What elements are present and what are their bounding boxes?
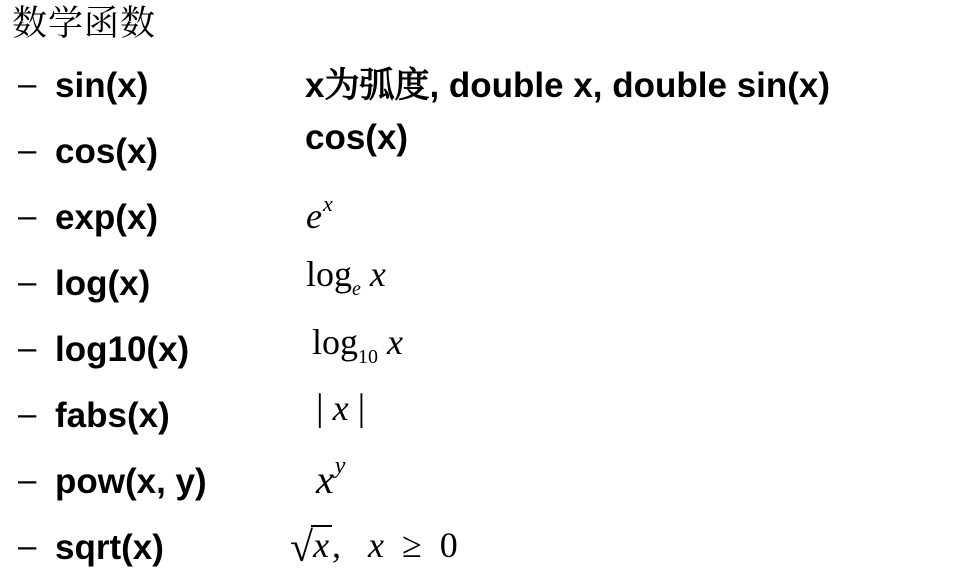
formula-log-arg: x [369,254,386,294]
function-name-log10: log10(x) [55,330,190,369]
function-name-sin: sin(x) [55,66,149,105]
function-name-sqrt: sqrt(x) [55,528,164,567]
formula-exp [306,191,333,243]
formula-abs [316,386,365,430]
bullet-dash: – [18,65,37,102]
bullet-dash: – [18,461,37,498]
function-name-pow: pow(x, y) [55,462,207,501]
function-name-fabs: fabs(x) [55,396,170,435]
description-sin: x为弧度, double x, double sin(x) [305,66,831,105]
bullet-dash: – [18,395,37,432]
formula-exponent: y [334,453,346,479]
bullet-dash: – [18,263,37,300]
formula-log10 [312,320,403,370]
formula-radicand: x [313,525,330,565]
abs-bar-left: | [316,387,324,429]
abs-bar-right: | [357,387,366,429]
function-name-cos: cos(x) [55,132,159,171]
formula-abs-arg: x [332,388,349,428]
formula-base: e [306,196,322,236]
formula-log-arg: x [387,322,403,362]
formula-log-base: e [352,278,361,300]
formula-log-fn: log [312,322,359,362]
formula-comma: , [332,525,342,565]
function-name-log: log(x) [55,264,151,303]
bullet-dash: – [18,329,37,366]
formula-sqrt [290,522,458,571]
formula-operator: ≥ [402,525,422,565]
bullet-dash: – [18,197,37,234]
page-title: 数学函数 [12,4,157,44]
bullet-dash: – [18,131,37,168]
formula-exponent: x [322,191,333,216]
formula-rhs: 0 [439,525,458,565]
formula-pow [316,453,346,508]
description-cos: cos(x) [305,118,409,157]
bullet-dash: – [18,527,37,564]
formula-log-fn: log [306,254,353,294]
formula-log [306,252,386,302]
formula-lhs: x [368,525,385,565]
formula-log-base: 10 [358,346,379,368]
formula-base: x [316,457,334,502]
function-name-exp: exp(x) [55,198,159,237]
radical-symbol: √ [290,525,314,571]
